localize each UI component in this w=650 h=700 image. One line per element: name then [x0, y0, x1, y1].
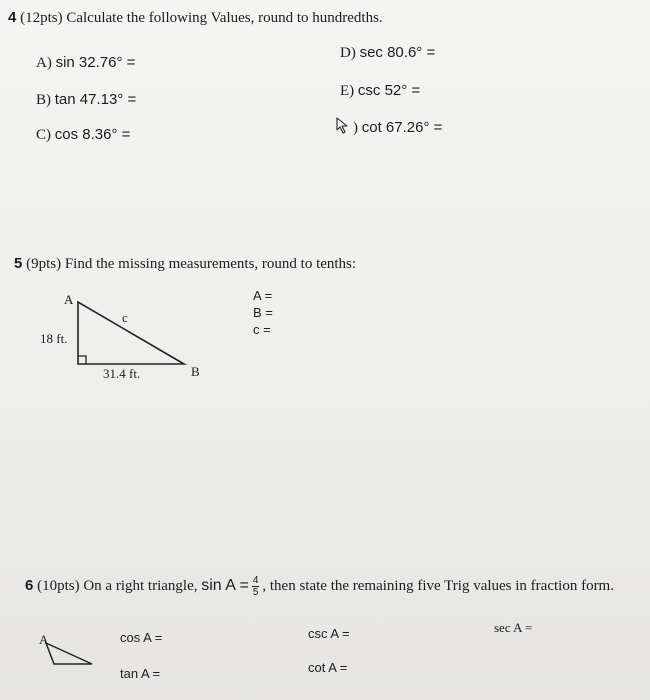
q6-sin-fraction	[252, 575, 260, 598]
item-letter: C)	[36, 127, 51, 143]
q5-heading-text: (9pts) Find the missing measurements, round to tenths:	[26, 256, 357, 272]
q4-item-e	[340, 82, 420, 100]
q6-heading-suffix: , then state the remaining five Trig values in fraction form.	[262, 577, 614, 594]
q6-triangle-vertex-label: A	[39, 632, 49, 647]
item-expression: cot 67.26° =	[361, 119, 443, 136]
answer-tan: tan A =	[120, 666, 161, 681]
item-expression: sec 80.6° =	[359, 44, 436, 61]
q6-heading-prefix: (10pts) On a right triangle,	[37, 577, 198, 594]
q6-small-triangle	[42, 640, 102, 680]
answer-csc: csc A =	[308, 626, 350, 641]
q4-heading	[8, 9, 383, 27]
q4-item-c	[36, 126, 130, 144]
q4-item-b	[36, 91, 136, 109]
answer-cos: cos A =	[120, 630, 163, 645]
hand-cursor-icon	[333, 116, 353, 136]
item-letter: )	[353, 120, 358, 136]
item-expression: tan 47.13° =	[54, 91, 137, 108]
answer-angle-b: B =	[253, 305, 273, 320]
fraction-denominator: 5	[252, 587, 259, 598]
item-letter: A)	[36, 55, 52, 71]
left-side-label: 18 ft.	[40, 331, 68, 346]
item-expression: cos 8.36° =	[54, 126, 131, 143]
item-letter: D)	[340, 45, 356, 61]
item-expression: sin 32.76° =	[55, 54, 136, 71]
answer-sec: sec A =	[494, 620, 533, 635]
item-letter: E)	[340, 83, 355, 99]
vertex-b-label: B	[191, 364, 200, 379]
q4-number: 4	[8, 9, 17, 26]
item-letter: B)	[36, 92, 51, 108]
q6-number: 6	[25, 576, 34, 594]
q4-item-d	[340, 44, 435, 62]
bottom-side-label: 31.4 ft.	[103, 366, 141, 381]
answer-angle-a: A =	[253, 288, 273, 303]
fraction-numerator: 4	[252, 575, 259, 586]
answer-cot: cot A =	[308, 660, 348, 675]
q5-right-triangle	[70, 296, 190, 376]
q4-heading-text: (12pts) Calculate the following Values, round to hundredths.	[20, 10, 383, 26]
q5-number: 5	[14, 255, 23, 272]
vertex-a-label: A	[64, 292, 74, 307]
item-expression: csc 52° =	[357, 82, 421, 99]
answer-side-c: c =	[253, 322, 271, 337]
q6-heading	[25, 575, 614, 598]
q6-sin-expression: sin A =	[201, 576, 249, 594]
q4-item-f	[353, 119, 442, 137]
q5-heading	[14, 255, 356, 273]
q4-item-a	[36, 54, 135, 72]
hypotenuse-label: c	[122, 310, 128, 325]
